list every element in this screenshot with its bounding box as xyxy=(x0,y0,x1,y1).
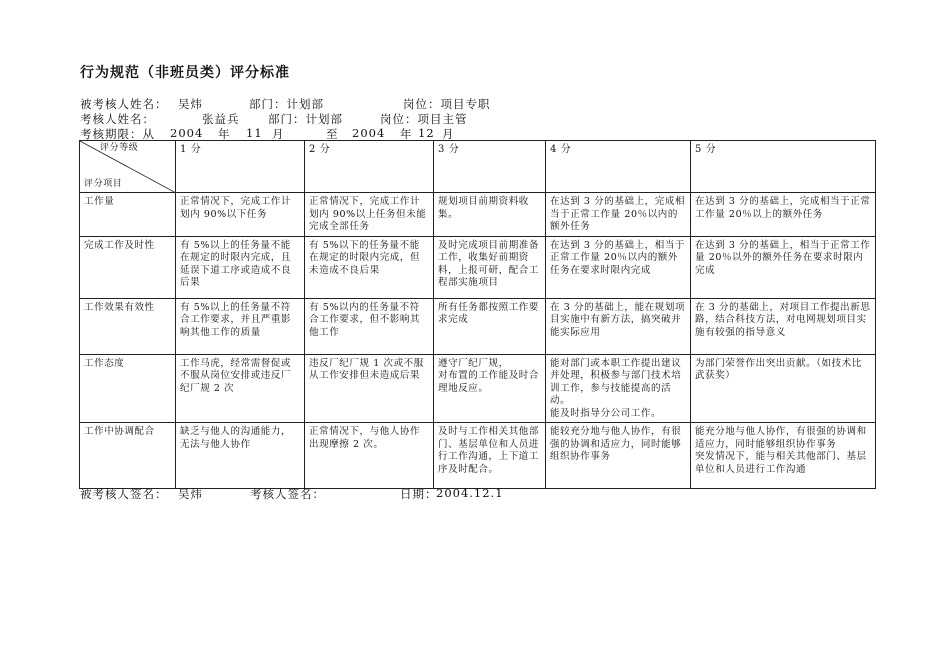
row-item: 工作中协调配合 xyxy=(80,423,176,489)
table-cell: 正常情况下，完成工作计划内 90%以上任务但未能完成全部任务 xyxy=(305,193,434,237)
table-cell: 为部门荣誉作出突出贡献。（如技术比武获奖） xyxy=(691,354,876,423)
period-month-end: 12 xyxy=(418,126,435,140)
table-cell: 正常情况下，完成工作计划内 90%以下任务 xyxy=(176,193,305,237)
table-cell: 及时与工作相关其他部门、基层单位和人员进行工作沟通，上下道工序及时配合。 xyxy=(434,423,546,489)
month-char-start: 月 xyxy=(272,127,285,141)
table-row-workload xyxy=(80,193,876,237)
reviewer-name: 张益兵 xyxy=(202,112,240,126)
date-label: 日期： xyxy=(400,487,438,501)
sign-label: 被考核人签名： xyxy=(80,487,168,501)
reviewee-name: 吴炜 xyxy=(178,97,203,111)
reviewee-label: 被考核人姓名： xyxy=(80,97,168,111)
sign-name: 吴炜 xyxy=(178,487,203,501)
table-cell: 正常情况下，与他人协作出现摩擦 2 次。 xyxy=(305,423,434,489)
header-score-4: 4 分 xyxy=(546,141,691,193)
table-cell: 有 5%以上的任务量不能在规定的时限内完成，且延误下道工序或造成不良后果 xyxy=(176,236,305,298)
table-cell: 缺乏与他人的沟通能力，无法与他人协作 xyxy=(176,423,305,489)
reviewer-post: 岗位：项目主管 xyxy=(380,112,468,126)
table-cell: 能较充分地与他人协作，有很强的协调和适应力，同时能够组织协作事务 xyxy=(546,423,691,489)
row-item: 工作量 xyxy=(80,193,176,237)
table-cell: 能对部门或本职工作提出建议并处理，积极参与部门技术培训工作，参与技能提高的活动。 能及时指导分公司工作。 xyxy=(546,354,691,423)
period-label: 考核期限：从 xyxy=(80,127,155,141)
page-title: 行为规范（非班员类）评分标准 xyxy=(80,65,290,81)
table-cell: 违反厂纪厂规 1 次或不服从工作安排但未造成后果 xyxy=(305,354,434,423)
reviewer-dept: 部门：计划部 xyxy=(268,112,343,126)
table-cell: 所有任务都按照工作要求完成 xyxy=(434,298,546,354)
period-month-start: 11 xyxy=(246,126,263,140)
row-item: 完成工作及时性 xyxy=(80,236,176,298)
reviewee-dept: 部门：计划部 xyxy=(249,97,324,111)
table-cell: 在 3 分的基础上，对项目工作提出新思路，结合科技方法，对电网规划项目实施有较强的指导意义 xyxy=(691,298,876,354)
header-score-5: 5 分 xyxy=(691,141,876,193)
reviewee-post: 岗位：项目专职 xyxy=(403,97,491,111)
table-cell: 工作马虎，经常需督促或不服从岗位安排或违反厂纪厂规 2 次 xyxy=(176,354,305,423)
to-char: 至 xyxy=(326,127,339,141)
header-score-1: 1 分 xyxy=(176,141,305,193)
period-year-start: 2004 xyxy=(170,126,204,140)
table-cell: 有 5%以内的任务量不符合工作要求，但不影响其他工作 xyxy=(305,298,434,354)
table-row-attitude xyxy=(80,354,876,423)
table-cell: 在达到 3 分的基础上，完成相当于正常工作量 20％以上的额外任务 xyxy=(691,193,876,237)
table-row-effectiveness xyxy=(80,298,876,354)
table-row-coordination xyxy=(80,423,876,489)
table-cell: 及时完成项目前期准备工作，收集好前期资料，上报可研，配合工程部实施项目 xyxy=(434,236,546,298)
table-cell: 能充分地与他人协作，有很强的协调和适应力，同时能够组织协作事务 突发情况下，能与相关其他部门、基层单位和人员进行工作沟通 xyxy=(691,423,876,489)
table-cell: 有 5%以上的任务量不符合工作要求，并且严重影响其他工作的质量 xyxy=(176,298,305,354)
reviewer-label: 考核人姓名： xyxy=(80,112,155,126)
table-row-timeliness xyxy=(80,236,876,298)
corner-top-label: 评分等级 xyxy=(100,143,139,153)
header-score-3: 3 分 xyxy=(434,141,546,193)
date-value: 2004.12.1 xyxy=(436,486,504,500)
table-cell: 在达到 3 分的基础上，相当于正常工作量 20％以外的额外任务在要求时限内完成 xyxy=(691,236,876,298)
table-cell: 在达到 3 分的基础上，完成相当于正常工作量 20％以内的额外任务 xyxy=(546,193,691,237)
table-cell: 规划项目前期资料收集。 xyxy=(434,193,546,237)
table-cell: 在 3 分的基础上，能在规划项目实施中有新方法，搞突破并能实际应用 xyxy=(546,298,691,354)
row-item: 工作效果有效性 xyxy=(80,298,176,354)
year-char-start: 年 xyxy=(218,127,231,141)
month-char-end: 月 xyxy=(442,127,455,141)
scoring-table xyxy=(79,140,876,489)
header-score-2: 2 分 xyxy=(305,141,434,193)
table-cell: 在达到 3 分的基础上，相当于正常工作量 20％以内的额外任务在要求时限内完成 xyxy=(546,236,691,298)
corner-bottom-label: 评分项目 xyxy=(84,178,123,189)
period-year-end: 2004 xyxy=(352,126,386,140)
reviewer-sign-label: 考核人签名： xyxy=(250,487,325,501)
year-char-end: 年 xyxy=(400,127,413,141)
row-item: 工作态度 xyxy=(80,354,176,423)
corner-cell xyxy=(80,141,176,193)
header-row xyxy=(80,141,876,193)
table-cell: 有 5%以下的任务量不能在规定的时限内完成，但未造成不良后果 xyxy=(305,236,434,298)
table-cell: 遵守厂纪厂规， 对布置的工作能及时合理地反应。 xyxy=(434,354,546,423)
